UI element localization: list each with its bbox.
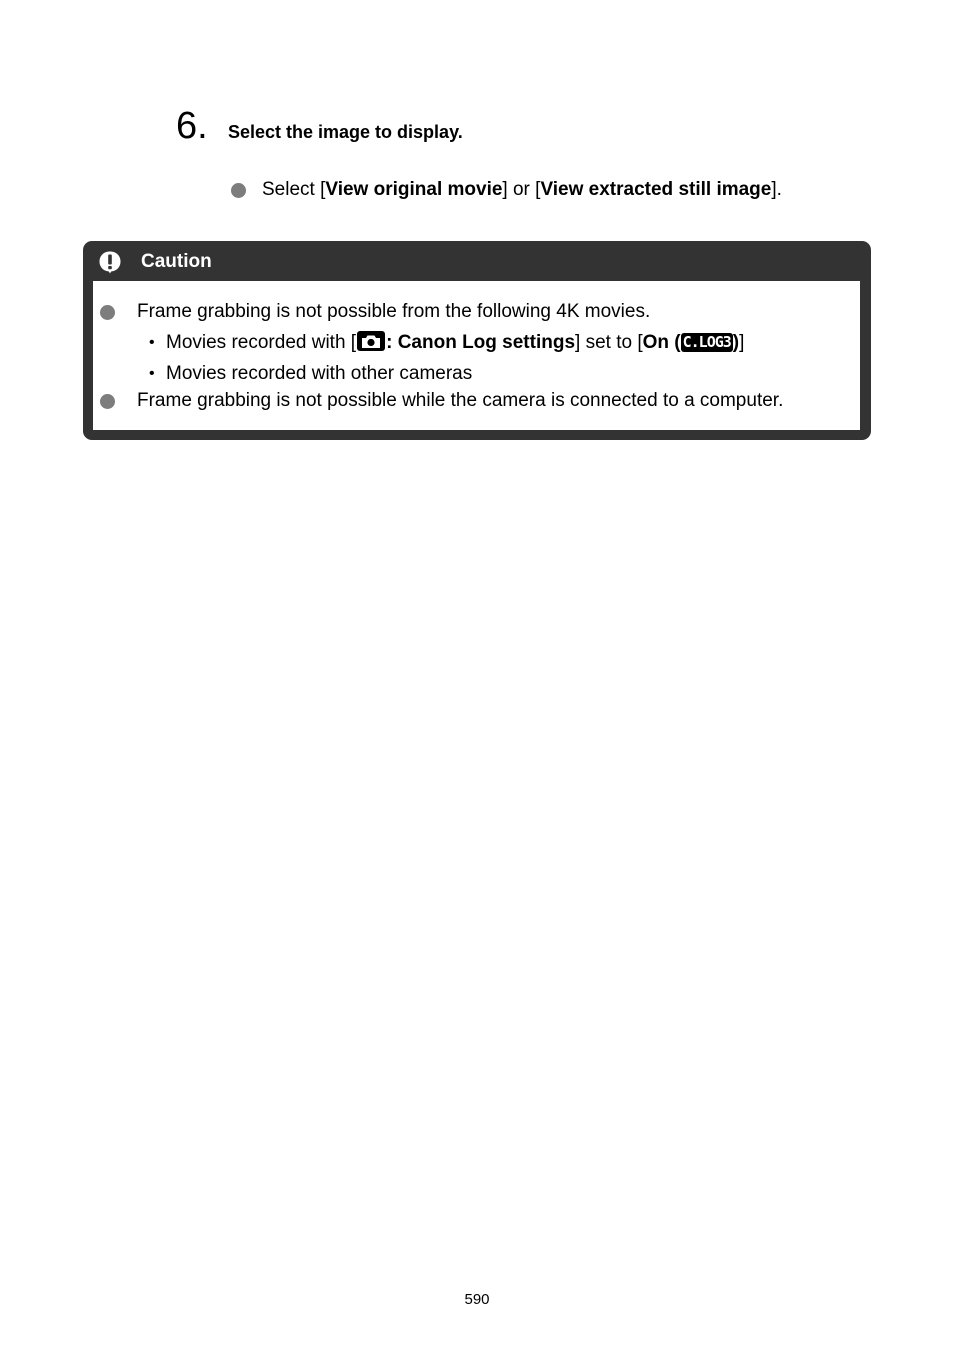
setting-value-on: On ( [642,332,681,353]
caution-sub-item-text: Movies recorded with other cameras [166,363,473,384]
step-heading [176,104,463,148]
caution-title: Caution [141,251,212,272]
clog3-badge-icon: C.LOG3 [682,333,731,351]
setting-separator: : [386,332,398,353]
caution-header [83,241,871,281]
caution-box [83,241,871,440]
caution-item [100,300,650,324]
setting-value-end: ) [732,332,740,353]
caution-body [93,281,860,430]
setting-canon-log: Canon Log settings [397,332,576,353]
option-view-extracted-still: View extracted still image [540,179,772,200]
camera-icon [357,331,385,351]
bullet-dot-icon [100,394,115,409]
step-instruction [231,178,782,202]
sub-bullet-icon: • [149,365,155,382]
bullet-dot-icon [100,305,115,320]
caution-sub-item [149,362,472,386]
caution-sub-item-text [166,331,744,355]
option-view-original-movie: View original movie [325,179,503,200]
instruction-prefix: Select [ [262,179,326,200]
page-number: 590 [464,1291,490,1308]
sub-bullet-icon: • [149,334,155,351]
sub-item-middle: ] set to [ [575,332,643,353]
setting-value [643,332,740,353]
sub-item-prefix: Movies recorded with [ [166,332,357,353]
caution-exclamation-icon [98,250,122,274]
caution-sub-item [149,331,744,355]
step-instruction-text [262,178,782,202]
caution-item-text: Frame grabbing is not possible while the camera is connected to a computer. [137,390,784,411]
bullet-dot-icon [231,183,246,198]
instruction-suffix: ]. [771,179,782,200]
step-number: 6. [176,105,208,147]
sub-item-suffix: ] [739,332,745,353]
caution-item-text: Frame grabbing is not possible from the following 4K movies. [137,301,651,322]
caution-item [100,389,783,413]
instruction-middle: ] or [ [502,179,541,200]
step-title: Select the image to display. [228,122,463,142]
